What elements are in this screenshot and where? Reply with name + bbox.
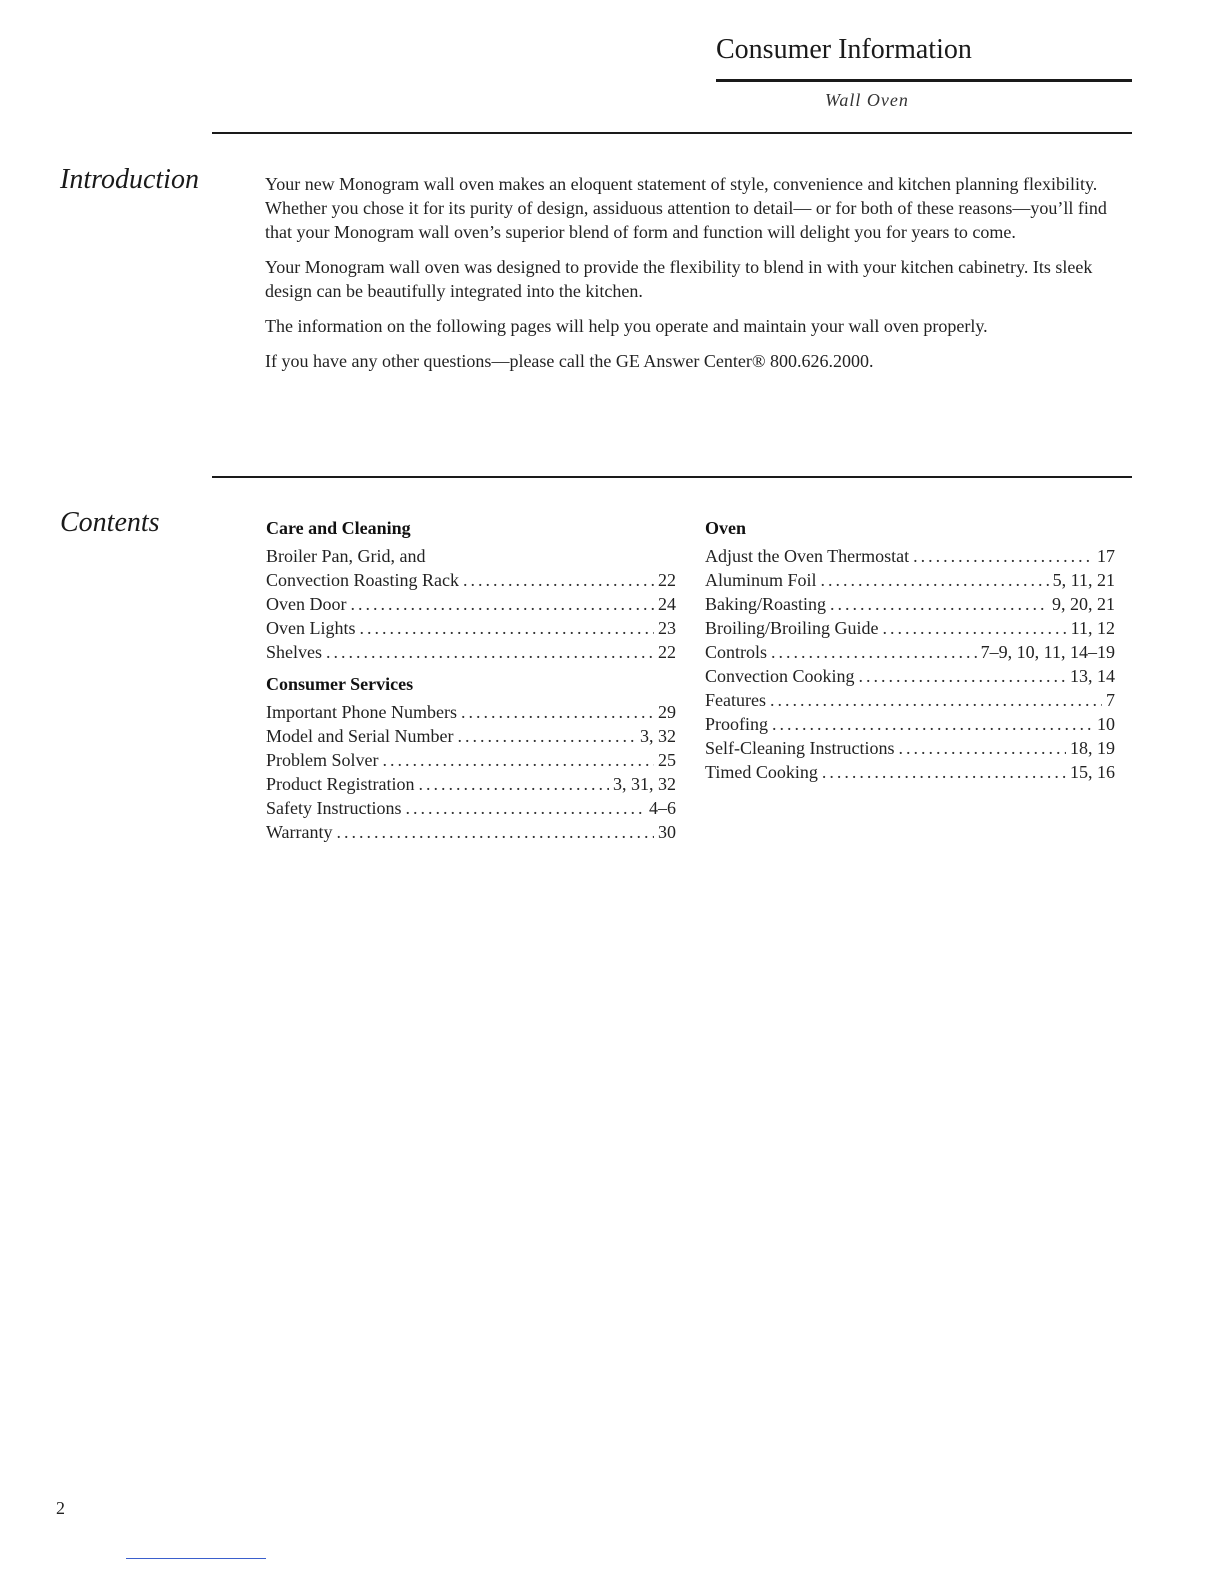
contents-leader-dots xyxy=(350,592,654,616)
contents-entry xyxy=(266,748,676,772)
contents-entry-page: 30 xyxy=(658,822,676,842)
contents-entry xyxy=(266,772,676,796)
contents-entry xyxy=(266,724,676,748)
contents-group xyxy=(266,516,676,664)
contents-entry-label: Timed Cooking xyxy=(705,762,818,782)
introduction-paragraph: If you have any other questions—please call the GE Answer Center® 800.626.2000. xyxy=(265,351,874,371)
contents-entry xyxy=(705,592,1115,616)
contents-entry-page: 9, 20, 21 xyxy=(1052,594,1115,614)
header-rule xyxy=(716,79,1132,82)
contents-entry xyxy=(266,616,676,640)
contents-leader-dots xyxy=(463,568,654,592)
contents-entry-label: Oven Door xyxy=(266,594,347,614)
contents-entry-page: 18, 19 xyxy=(1070,738,1115,758)
introduction-paragraph: Your new Monogram wall oven makes an eloquent statement of style, convenience and kitchen planning flexibility. Whether you chose it for its purity of design, assiduous attention to detail— or for both of these reasons—you’ll find that your Monogram wall oven’s superior blend of form and function will delight you for years to come. xyxy=(265,174,1107,242)
contents-leader-dots xyxy=(772,712,1093,736)
page-title: Consumer Information xyxy=(716,34,972,65)
contents-entry xyxy=(705,664,1115,688)
contents-column-left xyxy=(266,516,676,844)
contents-leader-dots xyxy=(457,724,636,748)
contents-leader-dots xyxy=(859,664,1067,688)
contents-entry xyxy=(705,568,1115,592)
contents-entry-page: 4–6 xyxy=(649,798,676,818)
contents-entry-label: Convection Cooking xyxy=(705,666,855,686)
contents-entry-label: Model and Serial Number xyxy=(266,726,454,746)
contents-entry xyxy=(705,640,1115,664)
introduction-heading: Introduction xyxy=(60,164,199,195)
contents-column-right xyxy=(705,516,1115,784)
contents-group-title: Oven xyxy=(705,518,747,538)
contents-heading: Contents xyxy=(60,507,160,538)
contents-entry-page: 24 xyxy=(658,594,676,614)
contents-entry-label: Adjust the Oven Thermostat xyxy=(705,546,910,566)
contents-leader-dots xyxy=(360,616,655,640)
contents-leader-dots xyxy=(830,592,1048,616)
introduction-body xyxy=(265,172,1125,384)
contents-leader-dots xyxy=(337,820,654,844)
contents-entry xyxy=(705,712,1115,736)
contents-entry-page: 3, 31, 32 xyxy=(613,774,676,794)
contents-entry-page: 29 xyxy=(658,702,676,722)
contents-entry-label: Problem Solver xyxy=(266,750,379,770)
contents-leader-dots xyxy=(383,748,655,772)
contents-leader-dots xyxy=(418,772,609,796)
contents-entry-label: Proofing xyxy=(705,714,768,734)
contents-entry-page: 7 xyxy=(1106,690,1115,710)
contents-entry xyxy=(705,760,1115,784)
contents-entry-label: Self-Cleaning Instructions xyxy=(705,738,895,758)
contents-leader-dots xyxy=(461,700,654,724)
contents-entry-label: Aluminum Foil xyxy=(705,570,817,590)
contents-entry-page: 3, 32 xyxy=(640,726,676,746)
contents-entry-page: 10 xyxy=(1097,714,1115,734)
page-subtitle: Wall Oven xyxy=(825,90,909,110)
contents-entry xyxy=(266,544,676,568)
contents-entry-label: Oven Lights xyxy=(266,618,356,638)
contents-entry-label: Important Phone Numbers xyxy=(266,702,457,722)
contents-entry-label: Broiler Pan, Grid, and xyxy=(266,546,426,566)
contents-entry-label: Shelves xyxy=(266,642,322,662)
contents-entry xyxy=(266,700,676,724)
contents-group-title: Consumer Services xyxy=(266,674,414,694)
introduction-paragraph: Your Monogram wall oven was designed to provide the flexibility to blend in with your kitchen cabinetry. Its sleek design can be beautifully integrated into the kitchen. xyxy=(265,257,1093,301)
contents-entry xyxy=(266,820,676,844)
contents-entry-label: Features xyxy=(705,690,766,710)
contents-group xyxy=(705,516,1115,784)
page-number: 2 xyxy=(56,1498,65,1518)
contents-entry-page: 11, 12 xyxy=(1070,618,1115,638)
section-divider-top xyxy=(212,132,1132,134)
contents-entry xyxy=(705,544,1115,568)
contents-leader-dots xyxy=(770,688,1102,712)
contents-entry-label: Warranty xyxy=(266,822,333,842)
contents-entry xyxy=(266,640,676,664)
contents-leader-dots xyxy=(913,544,1093,568)
introduction-paragraph: The information on the following pages will help you operate and maintain your wall oven properly. xyxy=(265,316,988,336)
contents-entry xyxy=(266,796,676,820)
contents-entry-label: Convection Roasting Rack xyxy=(266,570,459,590)
contents-entry-label: Broiling/Broiling Guide xyxy=(705,618,879,638)
contents-entry-page: 22 xyxy=(658,642,676,662)
contents-entry xyxy=(266,568,676,592)
footer-link-underline xyxy=(126,1558,266,1559)
contents-entry-page: 23 xyxy=(658,618,676,638)
contents-leader-dots xyxy=(898,736,1066,760)
contents-entry xyxy=(266,592,676,616)
contents-entry-page: 5, 11, 21 xyxy=(1052,570,1115,590)
contents-leader-dots xyxy=(821,568,1049,592)
contents-entry-label: Safety Instructions xyxy=(266,798,402,818)
contents-entry-page: 17 xyxy=(1097,546,1115,566)
contents-entry-page: 7–9, 10, 11, 14–19 xyxy=(980,642,1115,662)
contents-entry-page: 13, 14 xyxy=(1070,666,1115,686)
contents-entry-page: 15, 16 xyxy=(1070,762,1115,782)
contents-group xyxy=(266,672,676,844)
contents-leader-dots xyxy=(326,640,654,664)
contents-entry-label: Controls xyxy=(705,642,768,662)
contents-leader-dots xyxy=(883,616,1067,640)
contents-leader-dots xyxy=(822,760,1066,784)
contents-group-title: Care and Cleaning xyxy=(266,518,411,538)
contents-entry-page: 22 xyxy=(658,570,676,590)
contents-entry-label: Baking/Roasting xyxy=(705,594,826,614)
contents-entry xyxy=(705,616,1115,640)
contents-entry-label: Product Registration xyxy=(266,774,415,794)
contents-entry-page: 25 xyxy=(658,750,676,770)
contents-entry xyxy=(705,736,1115,760)
contents-leader-dots xyxy=(405,796,645,820)
contents-entry xyxy=(705,688,1115,712)
contents-leader-dots xyxy=(771,640,977,664)
section-divider-middle xyxy=(212,476,1132,478)
